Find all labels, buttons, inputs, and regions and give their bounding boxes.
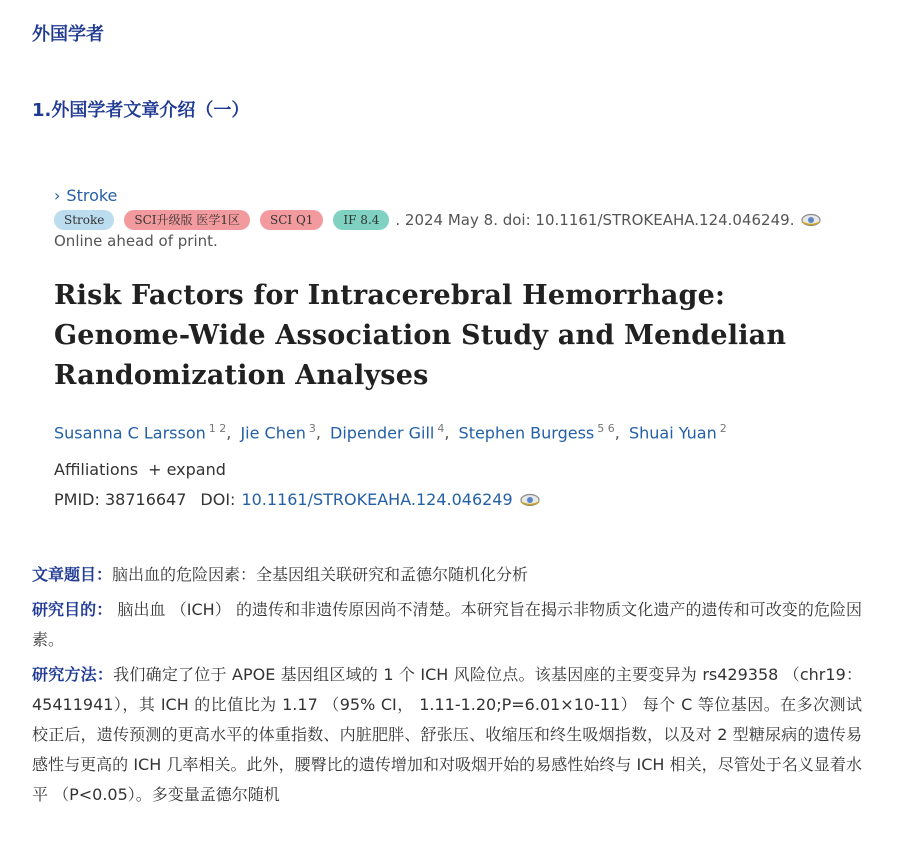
article-card [54,186,854,509]
topic-label: 文章题目： [32,565,113,584]
author-affil-ref[interactable]: 2 [719,422,727,435]
author-link[interactable]: Susanna C Larsson [54,423,206,443]
affiliations-label: Affiliations [54,460,139,480]
author-affil-ref[interactable]: 4 [437,422,445,435]
expand-affiliations-button[interactable]: + expand [148,460,226,480]
method-text: 我们确定了位于 APOE 基因组区域的 1 个 ICH 风险位点。该基因座的主要变异为 rs429358 （chr19：45411941），其 ICH 的比值比为 1.17 （95% CI， 1.11-1.20;P=6.01×10-11） 每个 C 等位基因。在多次测试校正后，遗传预测的更高水平的体重指数、内脏肥胖、舒张压、收缩压和终生吸烟指数，以及对 2 型糖尿病的遗传易感性与更高的 ICH 几率相关。此外，腰臀比的遗传增加和对吸烟开始的易感性始终与 ICH 相关，尽管处于名义显着水平 （P<0.05）。多变量孟德尔随机 [32,665,862,804]
method-label: 研究方法： [32,665,114,684]
journal-badge: Stroke [54,210,114,230]
sci-q-badge: SCI Q1 [260,210,323,230]
topic-text: 脑出血的危险因素：全基因组关联研究和孟德尔随机化分析 [112,565,529,584]
journal-link[interactable] [54,186,117,205]
citation-text: . 2024 May 8. doi: 10.1161/STROKEAHA.124.046249. [395,211,795,229]
purpose-paragraph [32,595,862,655]
sci-zone-badge: SCI升级版 医学1区 [124,210,250,230]
purpose-label: 研究目的： [32,600,113,619]
author-link[interactable]: Dipender Gill [330,423,435,443]
identifiers-row [54,490,854,509]
section-title: 外国学者 [32,24,104,45]
impact-factor-badge: IF 8.4 [333,210,389,230]
method-paragraph [32,660,862,810]
pmid: PMID: 38716647 [54,490,187,510]
eye-globe-icon[interactable] [800,213,822,227]
journal-link-label: Stroke [66,186,118,205]
eye-globe-icon[interactable] [519,493,541,507]
author-link[interactable]: Shuai Yuan [628,423,717,443]
chevron-right-icon: › [54,186,61,205]
author-list: Susanna C Larsson $^{1 2}$, Jie Chen $^3$, Dipender Gill $^4$, Stephen Burgess $^{5 6}$, Shuai Yuan $^2$ [54,422,727,443]
doi-label: DOI: [200,490,236,510]
purpose-text: 脑出血 （ICH） 的遗传和非遗传原因尚不清楚。本研究旨在揭示非物质文化遗产的遗传和可改变的危险因素。 [32,600,862,649]
subsection-title: 1.外国学者文章介绍（一） [32,100,250,121]
author-link[interactable]: Jie Chen [240,423,306,443]
author-affil-ref[interactable]: 5 6 [597,422,615,435]
summary-body [32,560,862,815]
author-affil-ref[interactable]: 1 2 [208,422,227,435]
article-title: Risk Factors for Intracerebral Hemorrhage: Genome-Wide Association Study and Mendelian Randomization Analyses [54,280,787,391]
author-affil-ref[interactable]: 3 [308,422,316,435]
citation-row [54,210,854,230]
doi-link[interactable]: 10.1161/STROKEAHA.124.046249 [241,490,513,510]
topic-paragraph [32,560,862,590]
author-link[interactable]: Stephen Burgess [458,423,595,443]
affiliations-row [54,460,854,479]
online-status: Online ahead of print. [54,232,218,250]
